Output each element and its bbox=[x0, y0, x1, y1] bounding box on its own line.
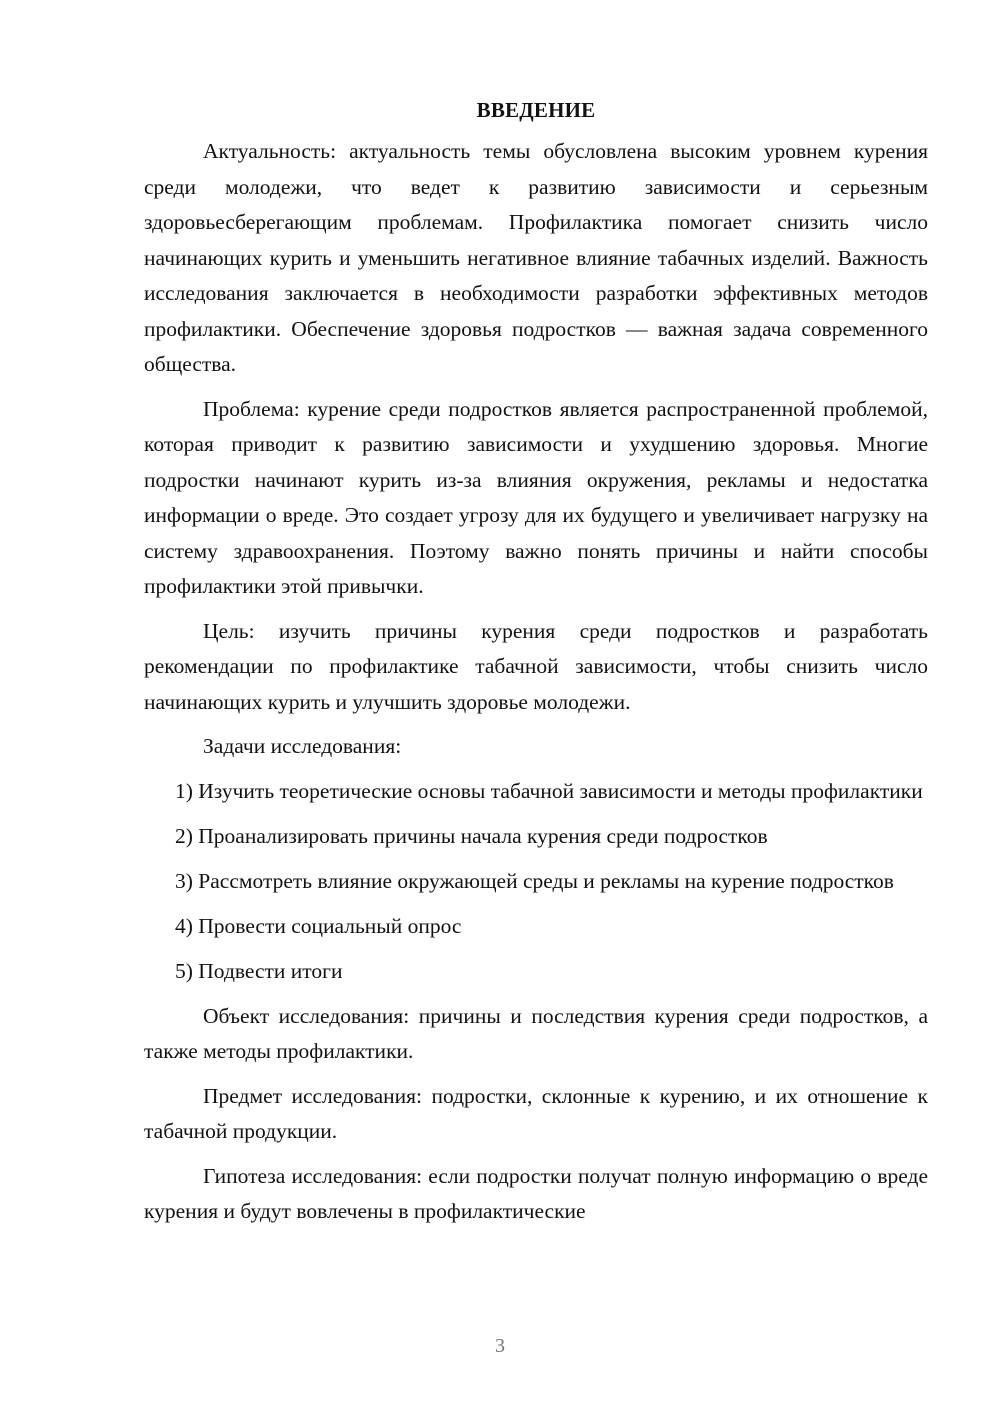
task-item-2: 2) Проанализировать причины начала курения среди подростков bbox=[175, 823, 768, 848]
problem-paragraph: Проблема: курение среди подростков является распространенной проблемой, которая приводит к развитию зависимости и ухудшению здоровья. Многие подростки начинают курить из-за влияния окружения, рекламы и недостатка информации о вреде. Это создает угрозу для их будущего и увеличивает нагрузку на систему здравоохранения. Поэтому важно понять причины и найти способы профилактики этой привычки. bbox=[144, 396, 928, 598]
section-heading: ВВЕДЕНИЕ bbox=[476, 98, 596, 122]
tasks-intro: Задачи исследования: bbox=[203, 734, 402, 758]
goal-paragraph: Цель: изучить причины курения среди подростков и разработать рекомендации по профилактике табачной зависимости, чтобы снизить число начинающих курить и улучшить здоровье молодежи. bbox=[144, 618, 928, 714]
page-number: 3 bbox=[495, 1335, 505, 1357]
page-body bbox=[144, 92, 928, 1239]
object-paragraph: Объект исследования: причины и последствия курения среди подростков, а также методы профилактики. bbox=[144, 1003, 928, 1063]
task-item-1: 1) Изучить теоретические основы табачной зависимости и методы профилактики bbox=[175, 778, 923, 803]
task-item-4: 4) Провести социальный опрос bbox=[175, 913, 462, 938]
task-item-5: 5) Подвести итоги bbox=[175, 958, 343, 983]
task-item-3: 3) Рассмотреть влияние окружающей среды и рекламы на курение подростков bbox=[175, 868, 894, 893]
relevance-paragraph: Актуальность: актуальность темы обусловлена высоким уровнем курения среди молодежи, что ведет к развитию зависимости и серьезным здоровьесберегающим проблемам. Профилактика помогает снизить число начинающих курить и уменьшить негативное влияние табачных изделий. Важность исследования заключается в необходимости разработки эффективных методов профилактики. Обеспечение здоровья подростков — важная задача современного общества. bbox=[144, 139, 928, 376]
subject-paragraph: Предмет исследования: подростки, склонные к курению, и их отношение к табачной продукции. bbox=[144, 1083, 928, 1143]
hypothesis-paragraph: Гипотеза исследования: если подростки получат полную информацию о вреде курения и будут вовлечены в профилактические bbox=[144, 1163, 928, 1223]
